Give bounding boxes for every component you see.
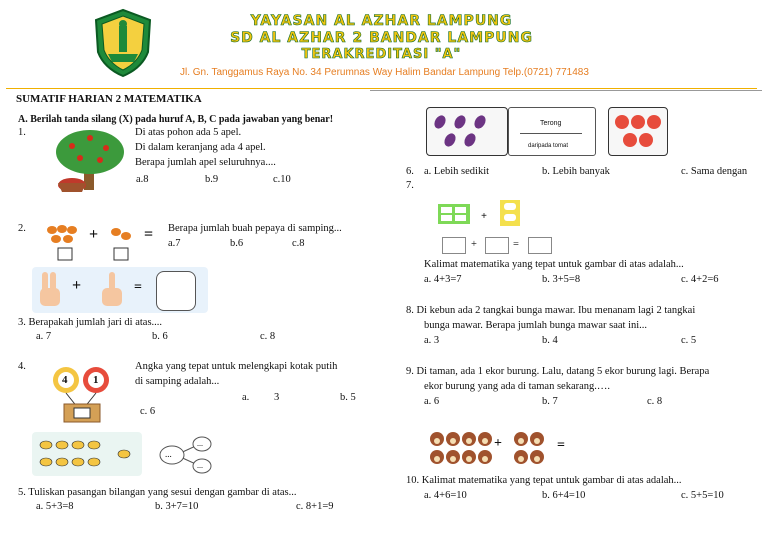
number-bond-part-1: ... <box>197 439 203 448</box>
q4-option-c[interactable]: c. 6 <box>140 406 156 417</box>
comparison-card-top: Terong <box>540 120 562 127</box>
balloon-right-number: 1 <box>93 374 99 386</box>
q4-option-b[interactable]: b. 5 <box>340 392 356 403</box>
q3-option-b[interactable]: b. 6 <box>152 331 168 342</box>
hand-two-fingers-icon <box>38 270 62 308</box>
q9-option-b[interactable]: b. 7 <box>542 396 558 407</box>
q1-number: 1. <box>18 127 26 138</box>
q7-option-a[interactable]: a. 4+3=7 <box>424 274 462 285</box>
q3-answer-box <box>156 271 196 311</box>
q3-plus: + <box>72 277 82 294</box>
q8-line1: 8. Di kebun ada 2 tangkai bunga mawar. Ibu menanam lagi 2 tangkai <box>406 305 696 316</box>
balloon-basket-illustration <box>44 366 124 426</box>
q3-equals: = <box>134 280 142 295</box>
q2-number: 2. <box>18 223 26 234</box>
school-name: SD AL AZHAR 2 BANDAR LAMPUNG <box>230 30 533 46</box>
q5-option-b[interactable]: b. 3+7=10 <box>155 501 199 512</box>
q7-option-c[interactable]: c. 4+2=6 <box>681 274 719 285</box>
q10-question: 10. Kalimat matematika yang tepat untuk gambar di atas adalah... <box>406 475 682 486</box>
q4-option-a-value: 3 <box>274 392 280 403</box>
q7-blank-1 <box>442 237 466 254</box>
eggplants-illustration <box>430 112 502 150</box>
q5-option-a[interactable]: a. 5+3=8 <box>36 501 74 512</box>
hand-one-finger-icon <box>100 270 124 308</box>
title-rule <box>370 90 762 91</box>
q9-option-a[interactable]: a. 6 <box>424 396 440 407</box>
header-rule <box>6 88 757 89</box>
number-bond-part-2: ... <box>197 461 203 470</box>
q5-question: 5. Tuliskan pasangan bilangan yang sesui dengan gambar di atas... <box>18 487 297 498</box>
q8-option-a[interactable]: a. 3 <box>424 335 440 346</box>
q7-option-b[interactable]: b. 3+5=8 <box>542 274 581 285</box>
q4-option-a[interactable]: a. <box>242 392 250 403</box>
tomatoes-illustration <box>612 112 664 150</box>
comparison-blank-line <box>520 133 582 134</box>
q6-number: 6. <box>406 166 414 177</box>
comparison-card-bottom: daripada tomat <box>528 143 569 149</box>
q1-option-c[interactable]: c.10 <box>273 174 291 185</box>
school-address: Jl. Gn. Tanggamus Raya No. 34 Perumnas Way Halim Bandar Lampung Telp.(0721) 771483 <box>180 67 589 78</box>
q1-option-b[interactable]: b.9 <box>205 174 219 185</box>
q1-line2: Di dalam keranjang ada 4 apel. <box>135 142 266 153</box>
q10-option-a[interactable]: a. 4+6=10 <box>424 490 467 501</box>
q8-option-c[interactable]: c. 5 <box>681 335 697 346</box>
q7-plus-bottom: + <box>471 239 477 250</box>
q1-line3: Berapa jumlah apel seluruhnya.... <box>135 157 276 168</box>
q10-equals: = <box>557 438 565 453</box>
q7-question: Kalimat matematika yang tepat untuk gambar di atas adalah... <box>424 259 684 270</box>
q7-blank-2 <box>485 237 509 254</box>
q2-question: Berapa jumlah buah pepaya di samping... <box>168 223 342 234</box>
q7-plus-top: + <box>481 211 487 222</box>
bears-illustration <box>428 430 558 466</box>
accreditation: TERAKREDITASI "A" <box>301 47 462 62</box>
q7-equals: = <box>513 239 519 250</box>
q6-option-c[interactable]: c. Sama dengan <box>681 166 748 177</box>
q6-option-a[interactable]: a. Lebih sedikit <box>424 166 490 177</box>
q9-line1: 9. Di taman, ada 1 ekor burung. Lalu, datang 5 ekor burung lagi. Berapa <box>406 366 710 377</box>
q10-option-b[interactable]: b. 6+4=10 <box>542 490 586 501</box>
q9-line2: ekor burung yang ada di taman sekarang.…. <box>424 381 611 392</box>
q10-option-c[interactable]: c. 5+5=10 <box>681 490 724 501</box>
q8-option-b[interactable]: b. 4 <box>542 335 558 346</box>
q5-option-c[interactable]: c. 8+1=9 <box>296 501 334 512</box>
q7-number: 7. <box>406 180 414 191</box>
instruction: A. Berilah tanda silang (X) pada huruf A, B, C pada jawaban yang benar! <box>18 114 334 125</box>
q1-option-a[interactable]: a.8 <box>136 174 149 185</box>
apple-tree-illustration <box>50 128 130 194</box>
q9-option-c[interactable]: c. 8 <box>647 396 663 407</box>
q2-option-b[interactable]: b.6 <box>230 238 244 249</box>
exam-title: SUMATIF HARIAN 2 MATEMATIKA <box>16 93 202 105</box>
number-bond-whole: ... <box>165 449 172 459</box>
q2-option-a[interactable]: a.7 <box>168 238 181 249</box>
q2-plus: + <box>89 226 99 243</box>
balloon-left-number: 4 <box>62 374 68 386</box>
q10-plus: + <box>494 436 502 451</box>
q1-line1: Di atas pohon ada 5 apel. <box>135 127 242 138</box>
q4-line1: Angka yang tepat untuk melengkapi kotak putih <box>135 361 338 372</box>
foundation-name: YAYASAN AL AZHAR LAMPUNG <box>250 13 513 29</box>
bees-illustration <box>36 436 140 472</box>
q2-equals: = <box>144 226 154 243</box>
q8-line2: bunga mawar. Berapa jumlah bunga mawar saat ini... <box>424 320 648 331</box>
q4-number: 4. <box>18 361 26 372</box>
q4-line2: di samping adalah... <box>135 376 220 387</box>
q3-option-a[interactable]: a. 7 <box>36 331 52 342</box>
q6-option-b[interactable]: b. Lebih banyak <box>542 166 610 177</box>
q3-option-c[interactable]: c. 8 <box>260 331 276 342</box>
q2-option-c[interactable]: c.8 <box>292 238 305 249</box>
q7-blank-3 <box>528 237 552 254</box>
q3-question: 3. Berapakah jumlah jari di atas.... <box>18 317 163 328</box>
